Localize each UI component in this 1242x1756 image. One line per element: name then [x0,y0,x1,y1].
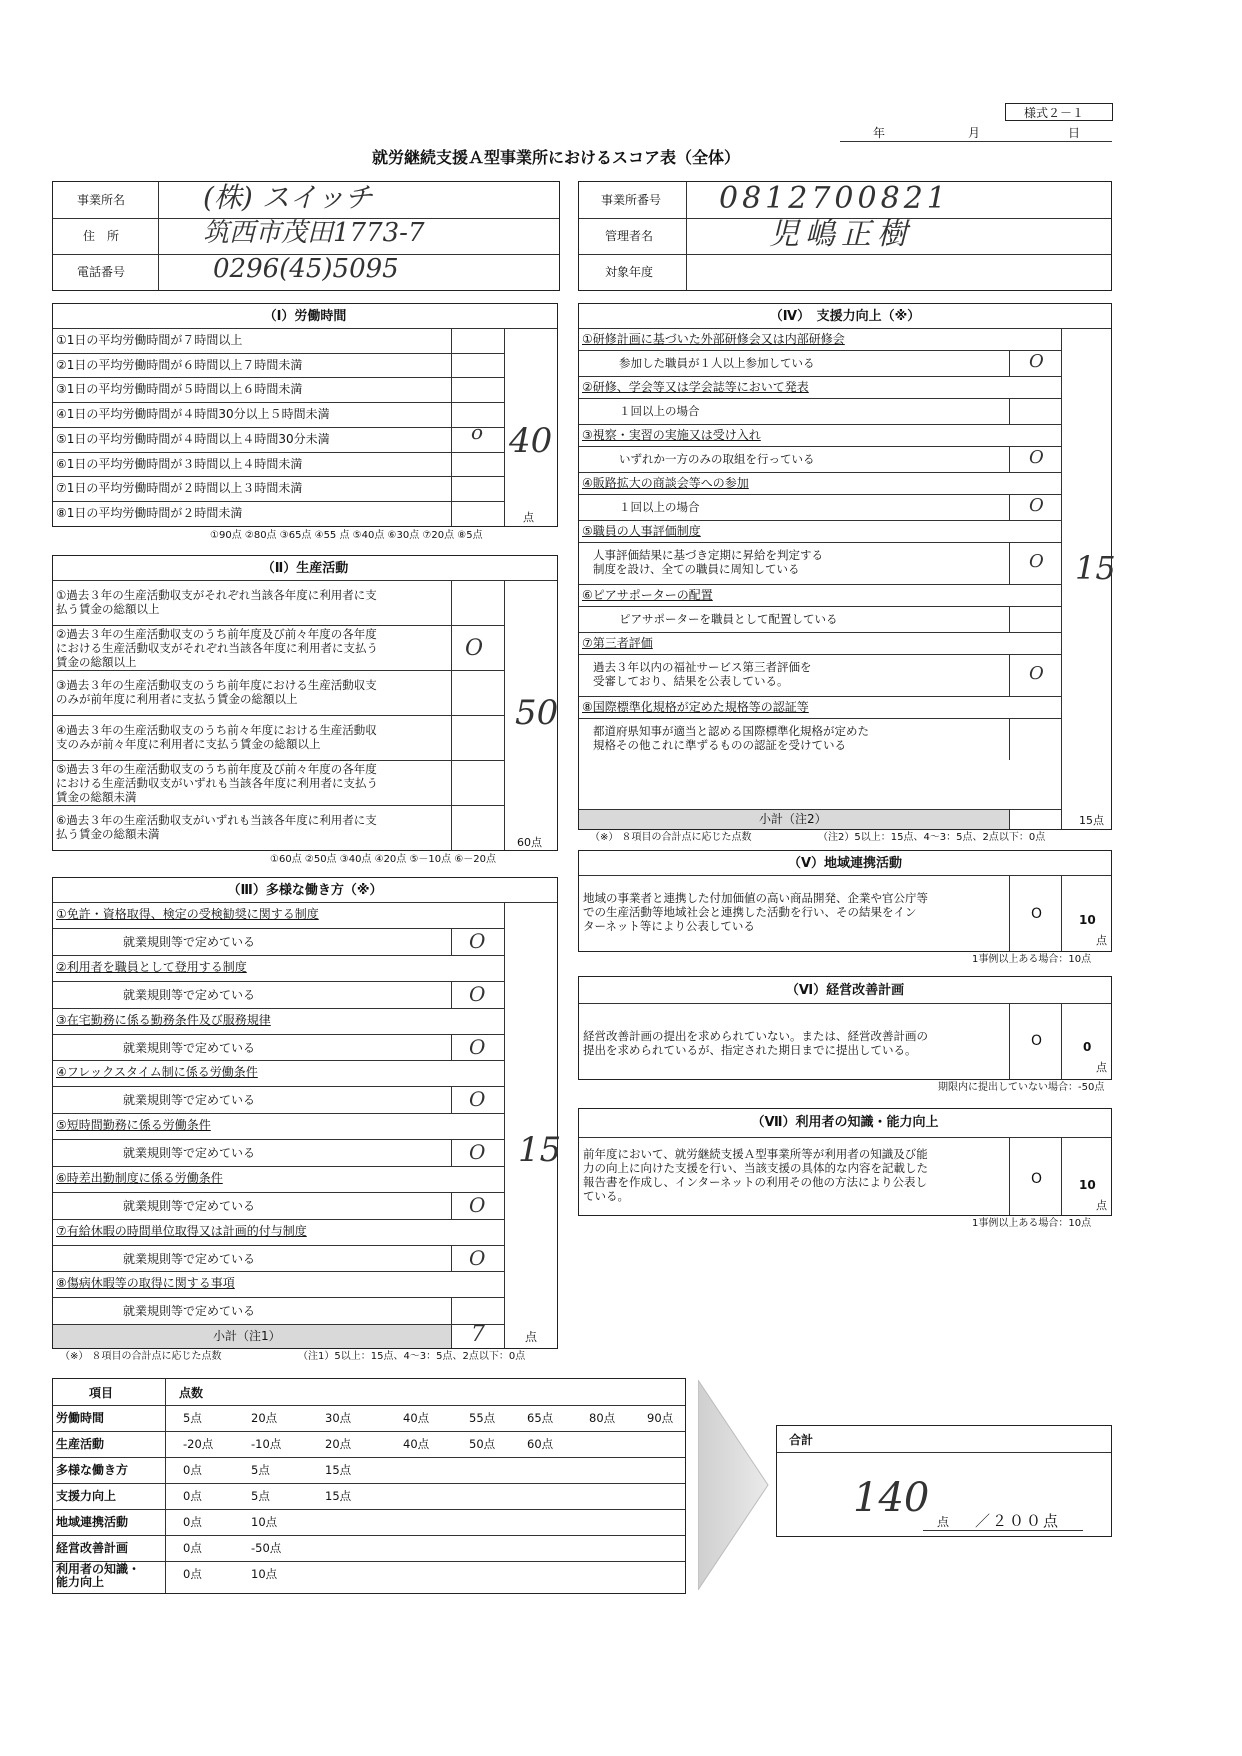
sec2-row [56,813,377,841]
sec4-item-mark: O [1029,495,1044,516]
sec2-row-line: 支のみが前々年度に利用者に支払う賃金の総額以上 [56,737,321,751]
points-value: 65点 [527,1411,554,1425]
sec5-unit: 点 [1096,934,1107,947]
page-title: 就労継続支援Ａ型事業所におけるスコア表（全体） [372,148,741,167]
date-day: 日 [1068,126,1081,140]
sec3-note-right: （注1）5以上：15点、4～3：5点、2点以下：0点 [298,1351,526,1362]
sec2-row-line: 払う賃金の総額未満 [56,827,160,841]
sec6-text-line: 提出を求められているが、指定された期日までに提出している。 [583,1043,917,1057]
sec3-item-sub: 就業規則等で定めている [123,987,256,1002]
points-value: 5点 [183,1411,202,1425]
sec4-item-label: ⑥ピアサポーターの配置 [582,588,713,602]
sec3-item-label: ⑤短時間勤務に係る労働条件 [56,1118,211,1132]
sec3-subtotal-label: 小計（注1） [213,1329,281,1343]
sec4-item-sub-line: 参加した職員が１人以上参加している [619,356,815,370]
sec4-item-sub-line: 都道府県知事が適当と認める国際標準化規格が定めた [593,724,869,738]
sec3-item-sub: 就業規則等で定めている [123,935,256,949]
sec2-max: 60点 [517,836,542,849]
sec6-mark: O [1031,1033,1043,1049]
sec4-item-label: ④販路拡大の商談会等への参加 [582,476,749,490]
points-col-item: 項目 [89,1386,114,1400]
sec2-row-line: のみが前年度に利用者に支払う賃金の総額以上 [56,692,298,706]
sec3-item-mark: O [469,981,486,1006]
sec3-item-mark: O [469,1087,486,1112]
sec3-title: （Ⅲ）多様な働き方（※） [227,883,383,898]
sec2-mark: O [465,636,484,661]
sec4-item-label: ②研修、学会等又は学会誌等において発表 [582,380,809,394]
points-row-name-line: 生産活動 [56,1437,105,1451]
points-value: 5点 [251,1489,270,1503]
sec4-item-sub [619,612,838,626]
sec2-row [56,762,378,804]
points-row-name [56,1412,104,1425]
sec2-row-line: における生産活動収支がいずれも当該各年度に利用者に支払う [56,776,378,790]
sec6-table [578,976,1112,1080]
points-value: 60点 [527,1437,554,1451]
total-unit: 点 [937,1515,950,1529]
sec2-row [56,678,377,706]
sec5-text-line: 地域の事業者と連携した付加価値の高い商品開発、企業や官公庁等 [583,891,928,905]
points-value: 10点 [251,1515,278,1529]
points-value: -10点 [251,1437,282,1451]
sec3-unit: 点 [525,1330,538,1344]
number-label: 事業所番号 [601,193,662,207]
sec4-note-right: （注2）5以上：15点、4～3：5点、2点以下：0点 [818,832,1046,843]
points-value: 0点 [183,1541,202,1555]
phone-value: 0296(45)5095 [213,254,399,284]
name-label: 事業所名 [77,193,126,207]
sec1-row: ⑤1日の平均労働時間が４時間以上４時間30分未満 [56,431,330,446]
sec4-item-sub [619,356,815,370]
points-value: 15点 [325,1463,352,1477]
sec7-text-line: 報告書を作成し、インターネットの利用その他の方法により公表し [583,1175,927,1189]
points-row-name [56,1542,128,1555]
points-row-name [56,1563,140,1589]
manager-label: 管理者名 [605,229,654,243]
points-value: 10点 [251,1567,278,1581]
points-value: 30点 [325,1411,352,1425]
manager-value: 児嶋正樹 [769,217,913,252]
points-row-name-line: 支援力向上 [56,1489,117,1503]
target-year-label: 対象年度 [605,265,654,279]
sec7-text-line: 力の向上に向けた支援を行い、当該支援の具体的な内容を記載した [583,1161,928,1175]
points-col-points: 点数 [179,1386,204,1400]
sec3-item-mark: O [469,1034,486,1059]
sec3-score: 15 [518,1130,562,1170]
address-value: 筑西市茂田1773-7 [203,218,425,248]
sec4-item-label: ⑧国際標準化規格が定めた規格等の認証等 [582,700,809,714]
sec3-item-sub: 就業規則等で定めている [123,1040,256,1055]
sec4-item-sub [593,548,823,576]
sec4-item-sub [593,660,812,688]
points-table [52,1378,686,1594]
sec7-title: （Ⅶ）利用者の知識・能力向上 [751,1115,939,1130]
points-row-name [56,1438,104,1451]
sec7-text-line: ている。 [583,1189,629,1203]
sec3-item-label: ③在宅勤務に係る勤務条件及び服務規律 [56,1012,271,1027]
points-row-name-line: 労働時間 [56,1411,105,1425]
sec2-row-line: ⑤過去３年の生産活動収支のうち前年度及び前々年度の各年度 [56,762,377,776]
sec4-item-sub-line: 制度を設け、全ての職員に周知している [593,562,800,576]
form-number-box [1005,103,1113,121]
sec4-item-sub [619,500,700,514]
points-value: 0点 [183,1515,202,1529]
sec4-item-sub-line: １回以上の場合 [619,404,700,418]
points-row-name-line: 経営改善計画 [56,1541,129,1555]
sec4-item-sub [619,404,700,418]
sec2-row-line: ①過去３年の生産活動収支がそれぞれ当該各年度に利用者に支 [56,588,377,602]
total-label: 合計 [789,1433,814,1447]
sec6-text-line: 経営改善計画の提出を求められていない。または、経営改善計画の [583,1029,928,1043]
arrow-icon [698,1380,770,1590]
sec4-item-mark: O [1029,351,1044,372]
address-label: 住 所 [83,229,120,243]
sec3-item-sub: 就業規則等で定めている [123,1251,256,1266]
sec2-title: （Ⅱ）生産活動 [261,561,349,576]
points-row-name-line: 多様な働き方 [56,1463,129,1477]
date-year: 年 [873,126,886,140]
sec4-item-sub-line: 受審しており、結果を公表している。 [593,674,789,688]
sec1-row: ④1日の平均労働時間が４時間30分以上５時間未満 [56,407,330,422]
points-value: 0点 [183,1567,202,1581]
sec4-title: （Ⅳ） 支援力向上（※） [769,309,921,324]
sec4-item-label: ⑤職員の人事評価制度 [582,524,701,538]
sec2-row-line: ②過去３年の生産活動収支のうち前年度及び前々年度の各年度 [56,627,377,641]
points-value: 5点 [251,1463,270,1477]
sec1-row: ⑧1日の平均労働時間が２時間未満 [56,505,243,520]
sec5-score: 10 [1079,913,1096,927]
points-row-name [56,1464,128,1477]
sec5-text-line: ターネット等により公表している [583,919,755,933]
facility-number-value: 0812700821 [719,181,950,216]
sec3-item-sub: 就業規則等で定めている [123,1093,256,1108]
sec6-note: 期限内に提出していない場合：-50点 [938,1082,1105,1093]
form-number: 様式２－１ [1024,106,1085,120]
sec2-row-line: ⑥過去３年の生産活動収支がいずれも当該各年度に利用者に支 [56,813,377,827]
points-value: 0点 [183,1489,202,1503]
points-row-name-line: 能力向上 [56,1575,105,1589]
total-value: 140 [853,1475,930,1521]
sec7-score: 10 [1079,1178,1096,1192]
sec2-row-line: ④過去３年の生産活動収支のうち前々年度における生産活動収 [56,723,377,737]
sec1-row: ①1日の平均労働時間が７時間以上 [56,333,243,347]
sec2-row-line: 賃金の総額以上 [56,655,137,669]
sec2-table [52,555,558,851]
points-value: 50点 [469,1437,496,1451]
sec4-note-left: （※） ８項目の合計点に応じた点数 [590,832,752,843]
sec2-row-line: 払う賃金の総額以上 [56,602,160,616]
sec4-max: 15点 [1079,814,1104,827]
sec5-text-line: での生産活動等地域社会と連携した活動を行い、その結果をイン [583,905,917,919]
facility-name-value: (株) スイッチ [203,181,373,214]
sec1-row: ③1日の平均労働時間が５時間以上６時間未満 [56,382,303,397]
sec3-item-mark: O [469,1245,486,1270]
points-value: -50点 [251,1541,282,1555]
sec2-row-line: における生産活動収支がそれぞれ当該各年度に利用者に支払う [56,641,378,655]
sec1-row: ⑦1日の平均労働時間が２時間以上３時間未満 [56,481,303,496]
sec4-item-label: ①研修計画に基づいた外部研修会又は内部研修会 [582,332,845,346]
sec6-title: （Ⅵ）経営改善計画 [785,983,905,998]
sec3-item-mark: O [469,1140,486,1164]
sec4-item-sub-line: 人事評価結果に基づき定期に昇給を判定する [593,548,823,562]
points-row-name [56,1516,128,1529]
sec1-unit: 点 [523,511,534,524]
sec4-item-label: ⑦第三者評価 [582,636,653,650]
total-max: ／２００点 [975,1512,1061,1530]
points-value: 0点 [183,1463,202,1477]
sec2-row-line: 賃金の総額未満 [56,790,137,804]
sec3-item-mark: O [469,1192,486,1217]
sec3-note-left: （※） ８項目の合計点に応じた点数 [60,1351,222,1362]
sec3-item-label: ⑦有給休暇の時間単位取得又は計画的付与制度 [56,1223,307,1238]
sec4-item-sub-line: いずれか一方のみの取組を行っている [619,452,815,466]
sec1-row: ⑥1日の平均労働時間が３時間以上４時間未満 [56,456,303,471]
points-value: 20点 [325,1437,352,1451]
sec4-item-mark: O [1029,551,1044,572]
sec2-score: 50 [515,693,559,733]
sec7-text-line: 前年度において、就労継続支援Ａ型事業所等が利用者の知識及び能 [583,1147,928,1161]
sec5-mark: O [1031,906,1043,922]
sec1-title: （Ⅰ）労働時間 [263,309,347,324]
sec4-score: 15 [1075,549,1116,587]
sec4-item-sub-line: １回以上の場合 [619,500,700,514]
sec4-item-sub [619,452,815,466]
points-value: -20点 [183,1437,214,1451]
sec7-mark: O [1031,1171,1043,1187]
sec6-unit: 点 [1096,1061,1107,1074]
sec4-item-sub-line: 規格その他これに準ずるものの認証を受けている [593,738,846,752]
info-left-table [52,181,560,291]
points-value: 15点 [325,1489,352,1503]
sec2-legend: ①60点 ②50点 ③40点 ④20点 ⑤－10点 ⑥－20点 [270,854,497,865]
sec6-score: 0 [1083,1040,1092,1054]
points-row-name [56,1490,116,1503]
points-row-name-line: 利用者の知識・ [56,1562,141,1576]
sec4-subtotal-label: 小計（注2） [759,812,827,826]
sec4-item-label: ③視察・実習の実施又は受け入れ [582,428,761,442]
phone-label: 電話番号 [77,265,126,279]
date-month: 月 [968,126,981,140]
points-row-name-line: 地域連携活動 [56,1515,129,1529]
sec3-subtotal-value: 7 [471,1322,485,1347]
points-value: 20点 [251,1411,278,1425]
points-value: 90点 [647,1411,674,1425]
sec1-table [52,303,558,527]
sec7-table [578,1108,1112,1216]
sec3-table [52,877,562,1349]
sec5-note: 1事例以上ある場合：10点 [972,954,1092,965]
points-value: 80点 [589,1411,616,1425]
sec4-table [578,303,1116,830]
sec2-row-line: ③過去３年の生産活動収支のうち前年度における生産活動収支 [56,678,377,692]
sec1-score: 40 [509,421,553,461]
sec5-title: （Ⅴ）地域連携活動 [787,856,903,871]
sec4-item-mark: O [1029,663,1044,684]
points-value: 55点 [469,1411,496,1425]
sec1-row: ②1日の平均労働時間が６時間以上７時間未満 [56,357,303,372]
sec4-item-sub [593,724,869,752]
sec3-item-sub: 就業規則等で定めている [123,1146,256,1160]
total-box [776,1425,1112,1537]
points-value: 40点 [403,1411,430,1425]
sec3-item-label: ②利用者を職員として登用する制度 [56,959,247,974]
sec4-item-mark: O [1029,447,1044,468]
points-value: 40点 [403,1437,430,1451]
sec3-item-label: ⑧傷病休暇等の取得に関する事項 [56,1276,235,1291]
sec2-row [56,588,377,616]
sec7-note: 1事例以上ある場合：10点 [972,1218,1092,1229]
sec4-item-sub-line: ピアサポーターを職員として配置している [619,612,838,626]
sec3-item-label: ④フレックスタイム制に係る労働条件 [56,1065,258,1080]
sec4-item-sub-line: 過去３年以内の福祉サービス第三者評価を [593,660,812,674]
sec7-unit: 点 [1096,1199,1107,1212]
sec5-table [578,850,1112,952]
sec2-row [56,723,377,751]
sec3-item-sub: 就業規則等で定めている [123,1304,256,1319]
sec3-item-mark: O [469,929,486,953]
sec1-legend: ①90点 ②80点 ③65点 ④55 点 ⑤40点 ⑥30点 ⑦20点 ⑧5点 [210,530,483,541]
sec3-item-label: ⑥時差出勤制度に係る労働条件 [56,1170,223,1185]
info-right-table [578,181,1112,291]
sec3-item-sub: 就業規則等で定めている [123,1198,256,1213]
sec1-mark: o [471,420,484,444]
sec2-row [56,627,378,669]
sec3-item-label: ①免許・資格取得、検定の受検勧奨に関する制度 [56,907,319,921]
